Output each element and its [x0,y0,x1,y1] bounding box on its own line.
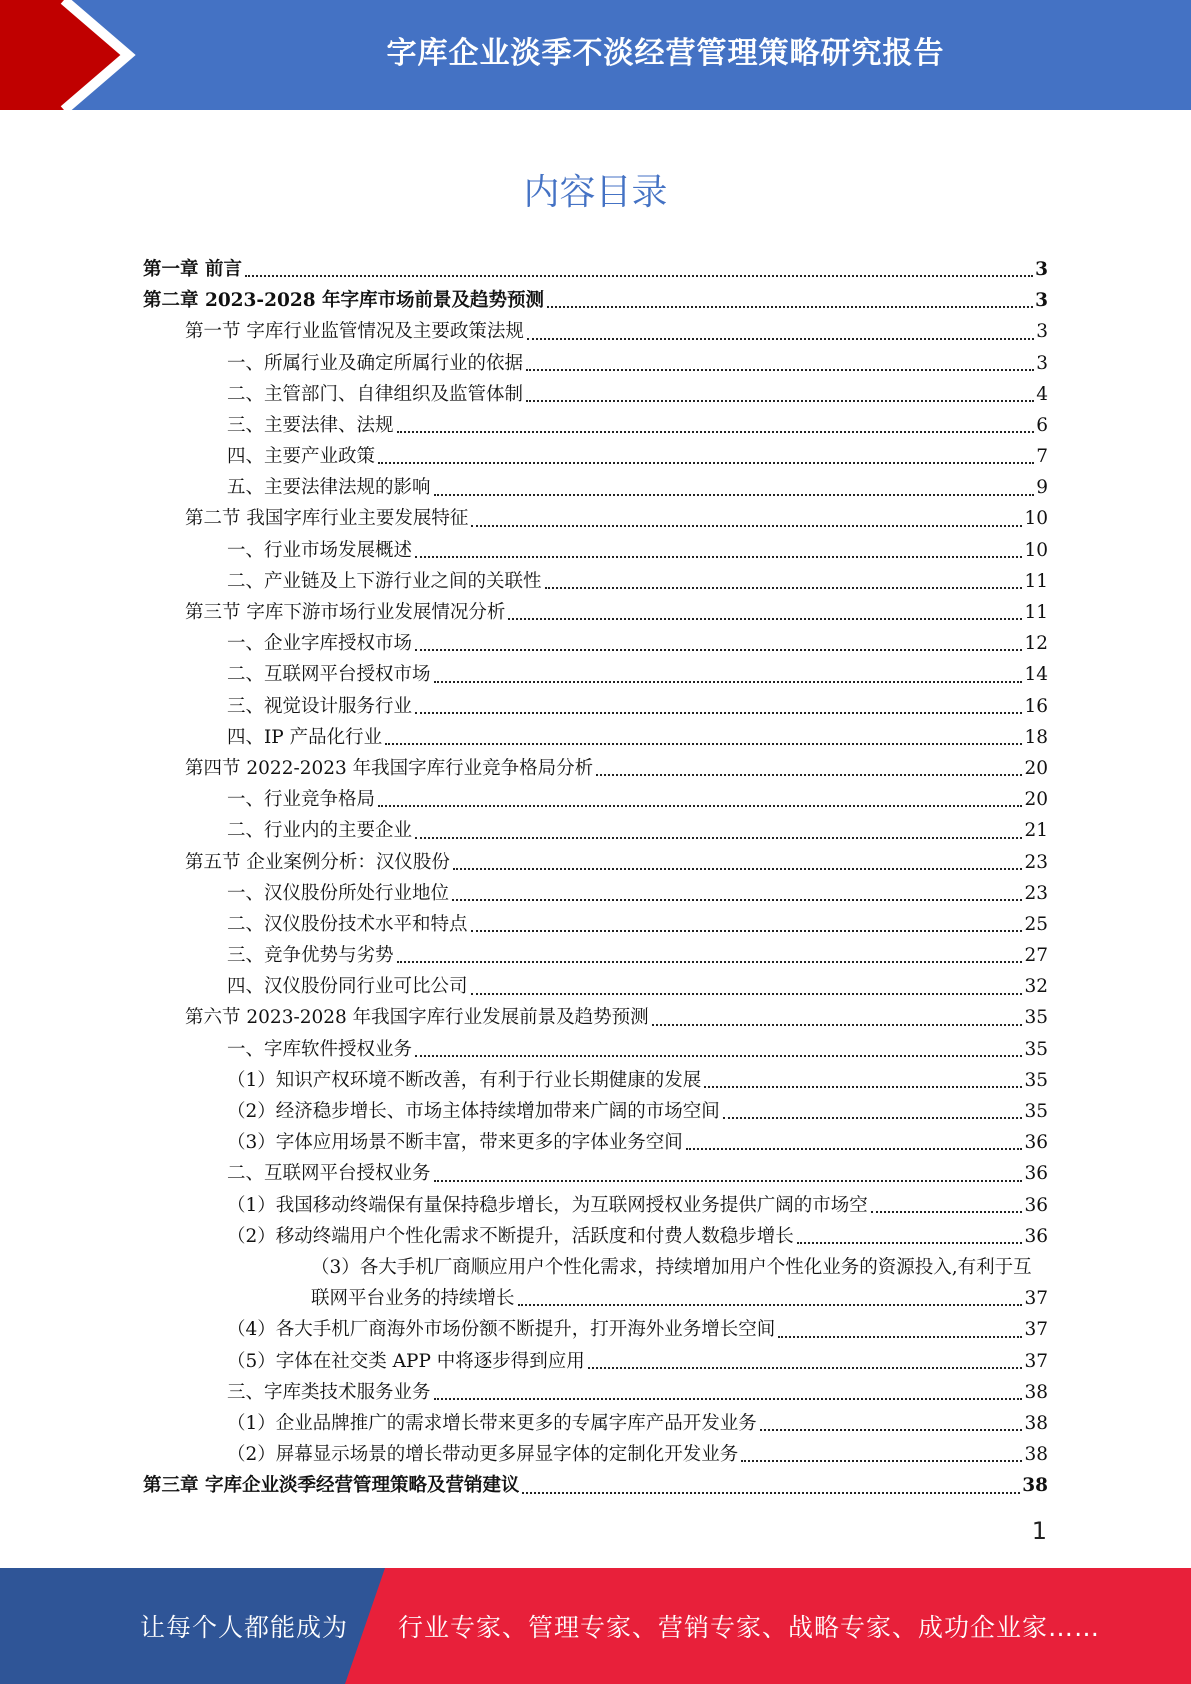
toc-entry-page: 7 [1036,446,1048,468]
toc-entry[interactable] [143,254,1048,285]
toc-entry[interactable] [143,1346,1048,1377]
toc-entry-title: 一、行业竞争格局 [227,789,376,811]
toc-entry-title: 第五节 企业案例分析：汉仪股份 [185,851,450,873]
toc-entry-title-continued: 联网平台业务的持续增长 [311,1288,515,1310]
toc-entry-title: 三、主要法律、法规 [227,414,394,436]
toc-entry[interactable] [143,379,1048,410]
toc-entry-page: 9 [1036,477,1048,499]
toc-entry-title: 四、IP 产品化行业 [227,726,383,748]
toc-dot-leader [596,774,1022,776]
toc-entry-page: 27 [1024,945,1048,967]
toc-entry-title: （2）移动终端用户个性化需求不断提升，活跃度和付费人数稳步增长 [227,1225,794,1247]
toc-entry-title: 二、互联网平台授权业务 [227,1163,431,1185]
toc-entry[interactable] [143,1377,1048,1408]
toc-entry[interactable] [143,441,1048,472]
toc-entry-page: 35 [1024,1069,1048,1091]
toc-entry-title: 五、主要法律法规的影响 [227,477,431,499]
toc-entry-page: 37 [1024,1350,1048,1372]
toc-entry-page: 21 [1024,820,1048,842]
toc-entry-page: 23 [1024,851,1048,873]
toc-entry[interactable] [143,1003,1048,1034]
toc-entry-page: 11 [1024,570,1048,592]
toc-entry[interactable] [143,1158,1048,1189]
toc-dot-leader [471,525,1022,527]
toc-entry[interactable] [143,1439,1048,1470]
toc-entry-title: （1）知识产权环境不断改善，有利于行业长期健康的发展 [227,1069,702,1091]
toc-entry-page: 3 [1035,290,1048,312]
toc-entry[interactable] [143,784,1048,815]
toc-entry-title: 三、字库类技术服务业务 [227,1381,431,1403]
toc-dot-leader [547,306,1033,308]
toc-entry-page: 10 [1024,508,1048,530]
header-band [0,0,1191,110]
toc-dot-leader [508,618,1022,620]
toc-dot-leader [686,1148,1023,1150]
toc-entry-page: 35 [1024,1038,1048,1060]
toc-dot-leader [434,1180,1023,1182]
toc-entry[interactable] [143,1096,1048,1127]
toc-entry[interactable] [143,410,1048,441]
toc-entry-title: （3）各大手机厂商顺应用户个性化需求，持续增加用户个性化业务的资源投入,有利于互 [311,1257,1032,1278]
toc-entry-title: 第二章 2023-2028 年字库市场前景及趋势预测 [143,290,545,312]
toc-dot-leader [415,837,1022,839]
toc-entry[interactable] [143,722,1048,753]
toc-entry-title: 第一节 字库行业监管情况及主要政策法规 [185,321,524,343]
toc-entry-title: （1）我国移动终端保有量保持稳步增长，为互联网授权业务提供广阔的市场空 [227,1194,868,1216]
toc-entry[interactable] [143,1408,1048,1439]
toc-dot-leader [518,1304,1023,1306]
toc-entry-page: 20 [1024,789,1048,811]
toc-entry[interactable] [143,1470,1048,1501]
toc-entry-page: 38 [1022,1475,1048,1497]
toc-entry-title: （4）各大手机厂商海外市场份额不断提升，打开海外业务增长空间 [227,1319,776,1341]
toc-entry[interactable] [143,878,1048,909]
toc-entry-page: 23 [1024,882,1048,904]
toc-dot-leader [723,1117,1023,1119]
toc-entry[interactable] [143,285,1048,316]
toc-entry[interactable] [143,847,1048,878]
table-of-contents [143,254,1048,1502]
toc-entry[interactable] [143,971,1048,1002]
toc-entry[interactable] [143,535,1048,566]
toc-dot-leader [245,275,1033,277]
toc-entry[interactable] [143,1314,1048,1345]
toc-entry-title: 第四节 2022-2023 年我国字库行业竞争格局分析 [185,757,594,779]
toc-entry-page: 16 [1024,695,1048,717]
toc-dot-leader [397,431,1035,433]
toc-entry-page: 25 [1024,913,1048,935]
toc-entry-title: 二、主管部门、自律组织及监管体制 [227,383,524,405]
toc-dot-leader [526,400,1034,402]
toc-entry-page: 4 [1036,383,1048,405]
toc-dot-leader [385,743,1022,745]
toc-dot-leader [871,1211,1023,1213]
toc-entry[interactable] [143,1190,1048,1221]
toc-entry-page: 36 [1024,1225,1048,1247]
toc-entry[interactable] [143,504,1048,535]
toc-dot-leader [397,961,1023,963]
toc-dot-leader [434,681,1023,683]
toc-entry-title: 一、企业字库授权市场 [227,633,413,655]
toc-entry-title: 三、视觉设计服务行业 [227,695,413,717]
toc-entry[interactable] [143,472,1048,503]
toc-entry-title: 四、主要产业政策 [227,446,376,468]
toc-entry-title: 二、汉仪股份技术水平和特点 [227,913,468,935]
toc-entry-title: 一、所属行业及确定所属行业的依据 [227,352,524,374]
toc-dot-leader [522,1492,1020,1494]
toc-entry-page: 11 [1024,602,1048,624]
toc-entry-title: 一、字库软件授权业务 [227,1038,413,1060]
toc-entry-title: （5）字体在社交类 APP 中将逐步得到应用 [227,1350,585,1372]
toc-entry[interactable] [143,628,1048,659]
toc-dot-leader [652,1024,1023,1026]
toc-heading: 内容目录 [523,172,668,213]
toc-entry[interactable] [143,940,1048,971]
toc-entry[interactable] [143,1065,1048,1096]
toc-entry[interactable] [143,348,1048,379]
toc-entry-page: 18 [1024,726,1048,748]
document-title: 字库企业淡季不淡经营管理策略研究报告 [386,36,945,71]
toc-entry-page: 38 [1024,1381,1048,1403]
toc-dot-leader [415,712,1022,714]
toc-dot-leader [545,587,1023,589]
toc-entry-title: （2）屏幕显示场景的增长带动更多屏显字体的定制化开发业务 [227,1444,739,1466]
toc-entry-page: 35 [1024,1007,1048,1029]
toc-entry-page: 3 [1035,258,1048,280]
toc-entry-title: （2）经济稳步增长、市场主体持续增加带来广阔的市场空间 [227,1101,720,1123]
header-chevron-decoration [0,0,160,110]
toc-entry-title: （1）企业品牌推广的需求增长带来更多的专属字库产品开发业务 [227,1412,757,1434]
toc-entry-title: 二、互联网平台授权市场 [227,664,431,686]
toc-entry-title: 第三节 字库下游市场行业发展情况分析 [185,602,506,624]
toc-entry-page: 38 [1024,1444,1048,1466]
toc-entry[interactable] [143,597,1048,628]
toc-entry-title: 第三章 字库企业淡季经营管理策略及营销建议 [143,1475,520,1497]
toc-entry[interactable] [143,753,1048,784]
toc-dot-leader [471,993,1023,995]
toc-entry-page: 37 [1024,1319,1048,1341]
toc-dot-leader [415,556,1022,558]
toc-dot-leader [760,1429,1023,1431]
toc-entry[interactable] [143,1221,1048,1252]
toc-entry-page: 3 [1036,352,1048,374]
toc-entry[interactable] [143,316,1048,347]
toc-dot-leader [378,462,1034,464]
toc-entry-page: 36 [1024,1194,1048,1216]
toc-entry[interactable] [143,566,1048,597]
toc-dot-leader [415,649,1022,651]
toc-entry-title: 第一章 前言 [143,258,242,280]
page-number: 1 [1031,1517,1047,1545]
toc-entry-page: 20 [1024,757,1048,779]
toc-dot-leader [434,1398,1023,1400]
toc-dot-leader [453,868,1023,870]
toc-entry-title: 三、竞争优势与劣势 [227,945,394,967]
toc-dot-leader [452,899,1022,901]
toc-entry[interactable] [143,1034,1048,1065]
toc-dot-leader [378,805,1022,807]
toc-entry-title: 二、产业链及上下游行业之间的关联性 [227,570,542,592]
toc-entry-page: 36 [1024,1132,1048,1154]
toc-dot-leader [471,930,1023,932]
toc-dot-leader [527,338,1034,340]
footer-slogan-left: 让每个人都能成为 [140,1613,349,1642]
footer-band [0,1568,1191,1684]
toc-entry-page: 38 [1024,1412,1048,1434]
toc-entry-page: 6 [1036,414,1048,436]
toc-dot-leader [797,1242,1023,1244]
toc-dot-leader [415,1055,1022,1057]
chevron-red-shape [0,0,128,110]
toc-entry[interactable] [143,909,1048,940]
toc-entry-page: 37 [1024,1288,1048,1310]
toc-entry-title: 四、汉仪股份同行业可比公司 [227,976,468,998]
toc-entry-title: 二、行业内的主要企业 [227,820,413,842]
footer-slogan-right: 行业专家、管理专家、营销专家、战略专家、成功企业家…… [398,1613,1101,1642]
toc-dot-leader [741,1460,1022,1462]
toc-entry-page: 3 [1036,321,1048,343]
toc-entry-title: 一、行业市场发展概述 [227,539,413,561]
toc-dot-leader [704,1086,1022,1088]
toc-entry-title: 第六节 2023-2028 年我国字库行业发展前景及趋势预测 [185,1007,649,1029]
toc-dot-leader [526,369,1034,371]
toc-entry-page: 10 [1024,539,1048,561]
toc-entry[interactable] [143,1127,1048,1158]
toc-entry-page: 35 [1024,1101,1048,1123]
toc-entry[interactable] [143,815,1048,846]
toc-dot-leader [588,1367,1023,1369]
toc-entry[interactable] [143,659,1048,690]
toc-entry-page: 36 [1024,1163,1048,1185]
toc-entry-page: 12 [1024,633,1048,655]
toc-entry-title: （3）字体应用场景不断丰富，带来更多的字体业务空间 [227,1132,683,1154]
toc-dot-leader [434,494,1035,496]
toc-entry[interactable] [143,691,1048,722]
toc-entry-page: 14 [1024,664,1048,686]
toc-entry-page: 32 [1024,976,1048,998]
toc-dot-leader [778,1336,1022,1338]
toc-entry-title: 第二节 我国字库行业主要发展特征 [185,508,469,530]
toc-entry-title: 一、汉仪股份所处行业地位 [227,882,450,904]
toc-entry[interactable] [143,1252,1048,1314]
